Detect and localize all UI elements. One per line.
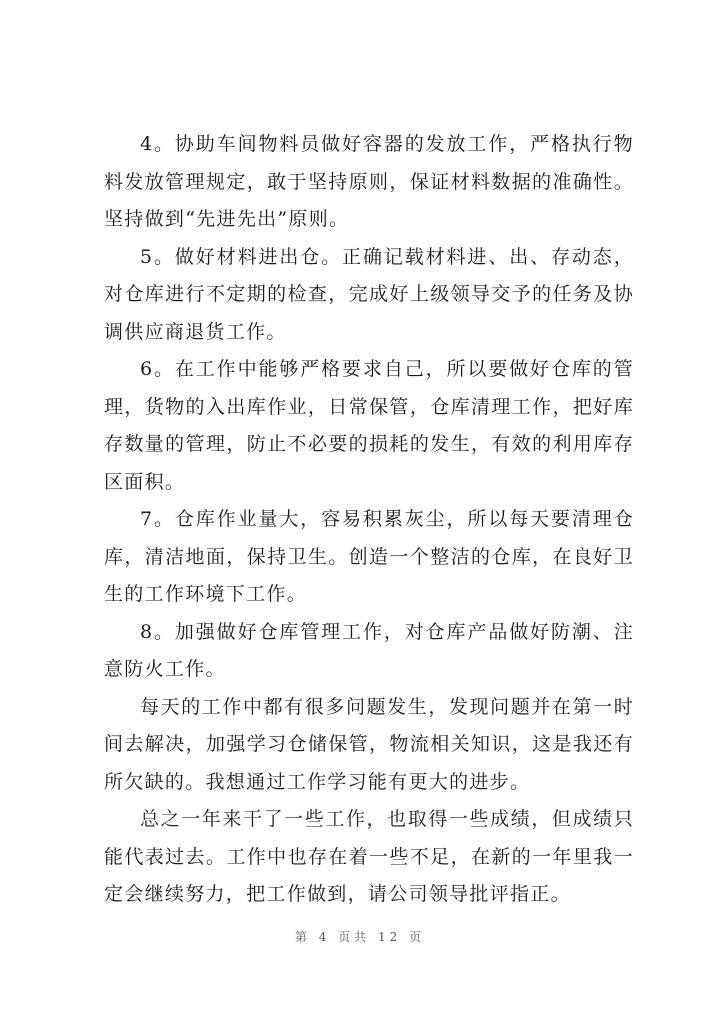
paragraph-conclusion: 总之一年来干了一些工作，也取得一些成绩，但成绩只能代表过去。工作中也存在着一些不足，在新的一年里我一定会继续努力，把工作做到，请公司领导批评指正。 — [104, 808, 634, 905]
document-body — [104, 126, 634, 914]
paragraph-item-8: 8。加强做好仓库管理工作，对仓库产品做好防潮、注意防火工作。 — [104, 620, 634, 680]
paragraph-item-4: 4。协助车间物料员做好容器的发放工作，严格执行物料发放管理规定，敢于坚持原则，保证材料数据的准确性。坚持做到“先进先出”原则。 — [104, 133, 634, 230]
paragraph-daily-problems: 每天的工作中都有很多问题发生，发现问题并在第一时间去解决，加强学习仓储保管，物流相关知识，这是我还有所欠缺的。我想通过工作学习能有更大的进步。 — [104, 695, 634, 793]
paragraph-item-7: 7。仓库作业量大，容易积累灰尘，所以每天要清理仓库，清洁地面，保持卫生。创造一个整洁的仓库，在良好卫生的工作环境下工作。 — [104, 508, 634, 605]
page-number-footer: 第 4 页共 12 页 — [294, 930, 426, 944]
paragraph-item-5: 5。做好材料进出仓。正确记载材料进、出、存动态，对仓库进行不定期的检查，完成好上级领导交予的任务及协调供应商退货工作。 — [104, 245, 634, 343]
paragraph-item-6: 6。在工作中能够严格要求自己，所以要做好仓库的管理，货物的入出库作业，日常保管，仓库清理工作，把好库存数量的管理，防止不必要的损耗的发生，有效的利用库存区面积。 — [104, 358, 634, 493]
